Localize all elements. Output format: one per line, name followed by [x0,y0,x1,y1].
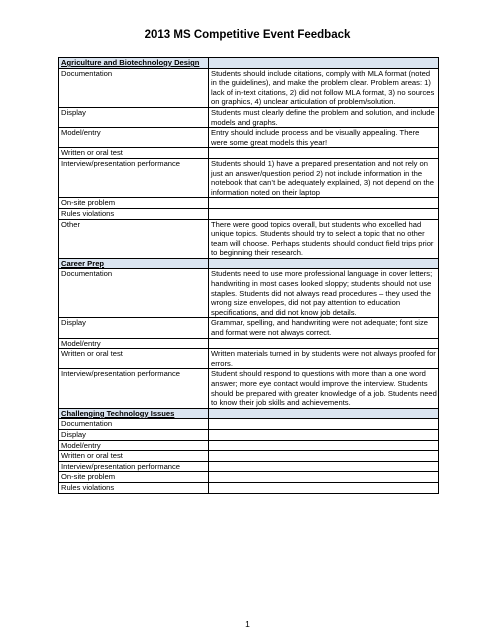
section-title-blank-cell [209,58,439,69]
page-title: 2013 MS Competitive Event Feedback [144,29,351,41]
table-row [59,158,439,197]
section-title-blank-cell [209,258,439,269]
criterion-label: Rules violations [59,482,209,493]
feedback-text: Students must clearly define the problem and solution, and include models and graphs. [209,107,439,127]
feedback-text [209,148,439,159]
section-title-blank-cell [209,408,439,419]
feedback-text [209,419,439,430]
feedback-text: There were good topics overall, but students who excelled had unique topics. Students should try to select a topic that no other team will choose. Perhaps students should conduct field trips prior to beginning their research. [209,219,439,258]
section-title: Agriculture and Biotechnology Design [59,58,209,69]
criterion-label: Documentation [59,419,209,430]
feedback-text [209,451,439,462]
feedback-text: Students should 1) have a prepared presentation and not rely on just an answer/question period 2) not include information in the notebook that can’t be adequately explained, 3) not depend on the information noted on their laptop [209,158,439,197]
criterion-label: Model/entry [59,338,209,349]
feedback-text [209,461,439,472]
criterion-label: Display [59,318,209,338]
criterion-label: Display [59,429,209,440]
table-row [59,219,439,258]
feedback-table [58,57,439,494]
criterion-label: Interview/presentation performance [59,158,209,197]
feedback-text: Students need to use more professional language in cover letters; handwriting in most cases looked sloppy; students should not use staples. Students did not always read procedures – they used the wrong size envelopes, did not pay attention to education specifications, and did not know job details. [209,269,439,318]
criterion-label: On-site problem [59,198,209,209]
table-row [59,68,439,107]
table-row [59,451,439,462]
feedback-text [209,429,439,440]
criterion-label: Model/entry [59,440,209,451]
table-row [59,429,439,440]
criterion-label: Display [59,107,209,127]
table-row [59,269,439,318]
criterion-label: Documentation [59,68,209,107]
feedback-text: Entry should include process and be visually appealing. There were some great models this year! [209,128,439,148]
table-row [59,349,439,369]
feedback-text: Students should include citations, comply with MLA format (noted in the guidelines), and make the problem clear. Problem areas: 1) lack of in-text citations, 2) did not follow MLA format, 3) no sources on graphics, 4) unclear articulation of problem/solution. [209,68,439,107]
criterion-label: Interview/presentation performance [59,461,209,472]
criterion-label: Written or oral test [59,148,209,159]
table-row [59,148,439,159]
feedback-text [209,208,439,219]
feedback-text [209,482,439,493]
table-row [59,107,439,127]
criterion-label: Model/entry [59,128,209,148]
feedback-text [209,198,439,209]
section-header-row [59,408,439,419]
table-row [59,208,439,219]
table-row [59,482,439,493]
page-number: 1 [245,619,250,629]
feedback-text [209,472,439,483]
criterion-label: Documentation [59,269,209,318]
criterion-label: Written or oral test [59,451,209,462]
feedback-text: Grammar, spelling, and handwriting were not adequate; font size and format were not always correct. [209,318,439,338]
section-header-row [59,58,439,69]
table-row [59,128,439,148]
feedback-text: Written materials turned in by students were not always proofed for errors. [209,349,439,369]
table-row [59,472,439,483]
criterion-label: Other [59,219,209,258]
table-row [59,318,439,338]
section-header-row [59,258,439,269]
feedback-text [209,440,439,451]
table-row [59,440,439,451]
criterion-label: Written or oral test [59,349,209,369]
table-row [59,369,439,408]
section-title: Career Prep [59,258,209,269]
criterion-label: Rules violations [59,208,209,219]
table-row [59,461,439,472]
criterion-label: Interview/presentation performance [59,369,209,408]
feedback-text [209,338,439,349]
feedback-text: Student should respond to questions with more than a one word answer; more eye contact would improve the interview. Students should be prepared with greater knowledge of a job. Students need to know their job skills and achievements. [209,369,439,408]
table-row [59,419,439,430]
table-row [59,338,439,349]
table-row [59,198,439,209]
criterion-label: On-site problem [59,472,209,483]
section-title: Challenging Technology Issues [59,408,209,419]
